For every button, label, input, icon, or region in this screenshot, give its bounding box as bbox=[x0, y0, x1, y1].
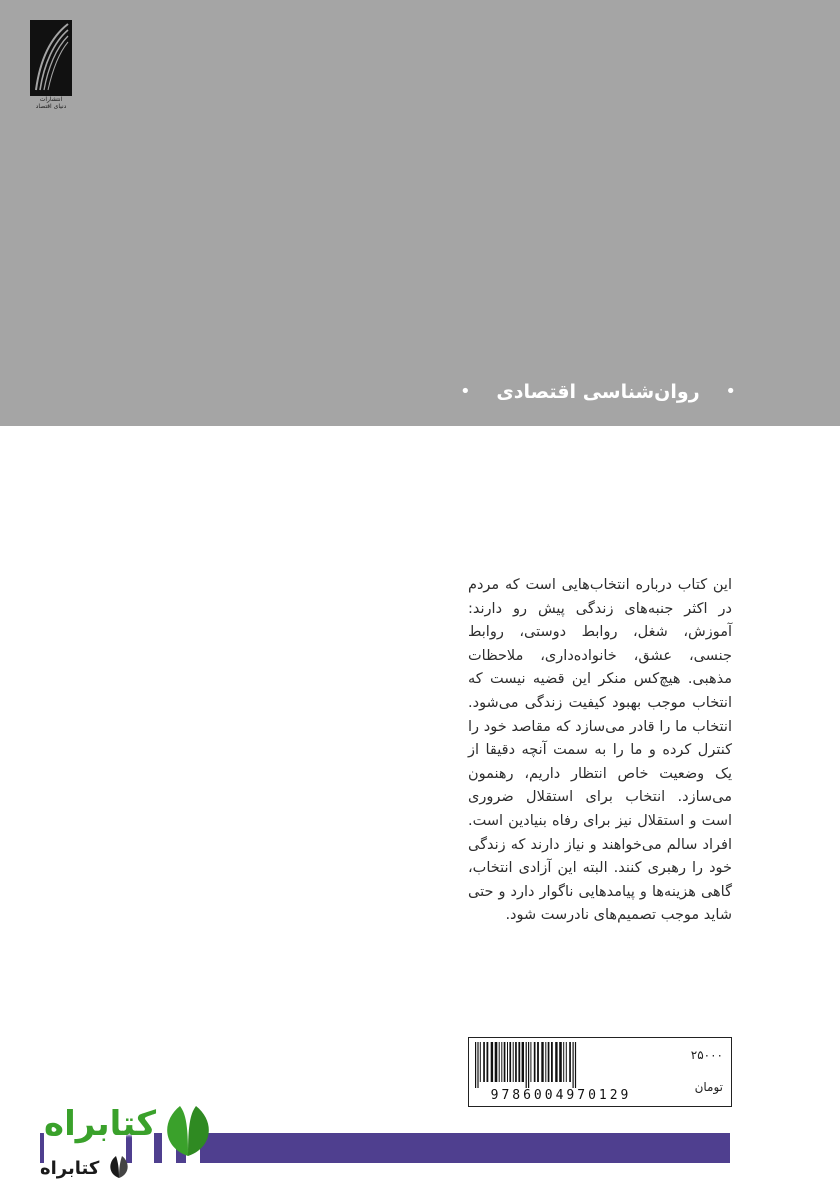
barcode-bar bbox=[569, 1042, 571, 1082]
series-title: روان‌شناسی اقتصادی bbox=[496, 381, 700, 403]
barcode-bar bbox=[501, 1042, 502, 1082]
publisher-logo bbox=[30, 20, 72, 112]
barcode-bar bbox=[477, 1042, 478, 1088]
barcode-box bbox=[468, 1037, 732, 1107]
barcode-bar bbox=[507, 1042, 508, 1082]
barcode-bar bbox=[480, 1042, 481, 1082]
barcode-bar bbox=[487, 1042, 489, 1082]
barcode-bar bbox=[528, 1042, 529, 1088]
purple-bar bbox=[219, 1133, 730, 1163]
barcode-bar bbox=[475, 1042, 476, 1088]
barcode-bar bbox=[566, 1042, 567, 1082]
barcode-bar bbox=[575, 1042, 576, 1088]
barcode-bar bbox=[515, 1042, 517, 1082]
barcode-bar bbox=[509, 1042, 511, 1082]
barcode-bar bbox=[541, 1042, 543, 1082]
barcode-bar bbox=[559, 1042, 562, 1082]
publisher-name: انتشارات دنیای اقتصاد bbox=[35, 96, 67, 110]
watermark-text-small: کتابراه bbox=[40, 1158, 100, 1179]
currency: تومان bbox=[694, 1080, 723, 1094]
watermark bbox=[40, 1092, 220, 1188]
barcode-bar bbox=[522, 1042, 524, 1082]
barcode-bar bbox=[518, 1042, 520, 1082]
price: ۲۵۰۰۰ bbox=[690, 1048, 723, 1062]
series-line bbox=[460, 376, 736, 408]
barcode-bar bbox=[545, 1042, 546, 1082]
barcode-bars bbox=[473, 1042, 649, 1088]
barcode-bar bbox=[491, 1042, 493, 1082]
barcode-bar bbox=[537, 1042, 539, 1082]
top-grey-band bbox=[0, 0, 840, 426]
barcode-bar bbox=[563, 1042, 564, 1082]
barcode-bar bbox=[504, 1042, 506, 1082]
publisher-logo-icon bbox=[30, 20, 72, 96]
leaf-small-icon bbox=[106, 1154, 132, 1180]
barcode-bar bbox=[548, 1042, 550, 1082]
barcode-bar bbox=[499, 1042, 500, 1082]
series-bullet-left: • bbox=[460, 381, 471, 402]
watermark-text: کتابراه bbox=[44, 1104, 157, 1144]
blurb-text: این کتاب درباره انتخاب‌هایی است که مردم در اکثر جنبه‌های زندگی پیش رو دارند: آموزش، شغل، روابط دوستی، روابط جنسی، عشق، خانواده‌داری، ملاحظات مذهبی. هیچ‌کس منکر این قضیه نیست که انتخاب موجب بهبود کیفیت زندگی می‌شود. انتخاب ما را قادر می‌سازد که مقاصد خود را کنترل کرده و ما را به سمت آنچه دقیقا از یک وضعیت خاص انتظار داریم، رهنمون می‌سازد. انتخاب برای استقلال ضروری است و استقلال نیز برای رفاه بنیادین است. افراد سالم می‌خواهند و نیاز دارند که زندگی خود را رهبری کنند. البته این آزادی انتخاب، گاهی هزینه‌ها و پیامدهایی ناگوار دارد و حتی شاید موجب تصمیم‌های نادرست شود. bbox=[468, 577, 732, 924]
isbn-barcode bbox=[473, 1042, 649, 1104]
barcode-bar bbox=[555, 1042, 557, 1082]
barcode-bar bbox=[551, 1042, 553, 1082]
barcode-bar bbox=[526, 1042, 527, 1088]
barcode-bar bbox=[534, 1042, 536, 1082]
series-bullet-right: • bbox=[725, 381, 736, 402]
barcode-bar bbox=[573, 1042, 574, 1088]
leaf-logo-icon bbox=[158, 1096, 218, 1160]
isbn-digits: 9786004970129 bbox=[490, 1088, 632, 1103]
barcode-bar bbox=[483, 1042, 485, 1082]
barcode-bar bbox=[513, 1042, 514, 1082]
barcode-bar bbox=[530, 1042, 531, 1082]
barcode-bar bbox=[495, 1042, 498, 1082]
